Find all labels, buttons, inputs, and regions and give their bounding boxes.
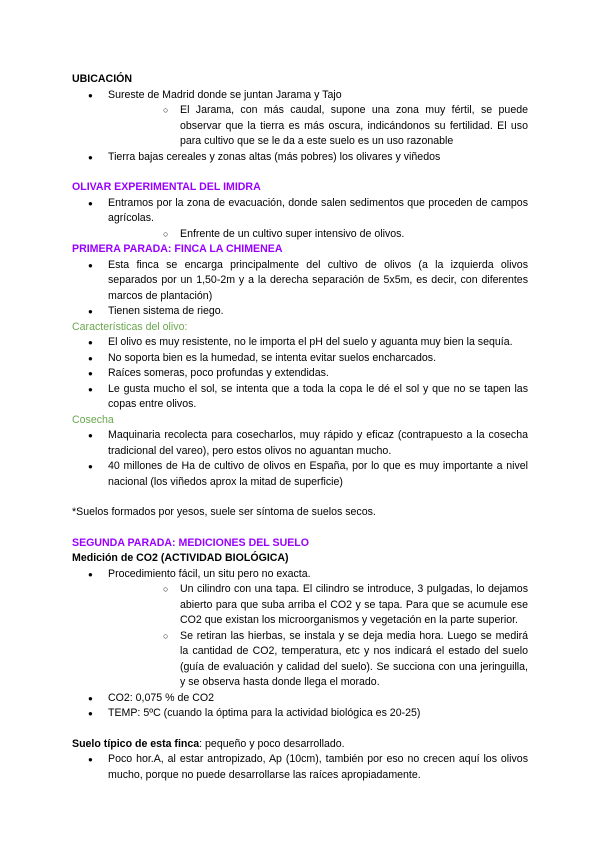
sublist-item: ○ Se retiran las hierbas, se instala y se deja media hora. Luego se medirá la cantidad de CO2, temperatura, etc y nos indicará el estado del suelo (guía de evaluación y calidad del suelo). Se succiona con una jeringuilla, y se observa hasta donde llega el morado.: [108, 629, 528, 691]
list-item-text: Sureste de Madrid donde se juntan Jarama y Tajo: [108, 88, 342, 101]
list-item: ● No soporta bien es la humedad, se intenta evitar suelos encharcados.: [72, 351, 528, 367]
list-item-text: Entramos por la zona de evacuación, donde salen sedimentos que proceden de campos agrícolas.: [108, 196, 528, 224]
list-item: ● Maquinaria recolecta para cosecharlos, muy rápido y eficaz (contrapuesto a la cosecha tradicional del vareo), pero estos olivos no aguantan mucho.: [72, 428, 528, 459]
heading-olivar: OLIVAR EXPERIMENTAL DEL IMIDRA: [72, 181, 261, 193]
sublist: [108, 103, 528, 150]
suelo-paragraph: [72, 737, 528, 753]
list-caracteristicas: [72, 335, 528, 413]
suelo-text: : pequeño y poco desarrollado.: [199, 737, 345, 750]
list-item: ● El olivo es muy resistente, no le importa el pH del suelo y aguanta muy bien la sequía.: [72, 335, 528, 351]
list-item: ● Le gusta mucho el sol, se intenta que a toda la copa le dé el sol y que no se tapen las copas entre olivos.: [72, 382, 528, 413]
list-segunda: [72, 567, 528, 722]
list-item: ● Tienen sistema de riego.: [72, 304, 528, 320]
list-item: [72, 196, 528, 243]
list-item: ● 40 millones de Ha de cultivo de olivos en España, por lo que es muy importante a nivel nacional (los viñedos aprox la mitad de superficie): [72, 459, 528, 490]
note-yesos: *Suelos formados por yesos, suele ser síntoma de suelos secos.: [72, 506, 376, 518]
sublist: [108, 582, 528, 691]
list-item: ● CO2: 0,075 % de CO2: [72, 691, 528, 707]
sublist-item: ○ Un cilindro con una tapa. El cilindro se introduce, 3 pulgadas, lo dejamos abierto para que suba arriba el CO2 y se tapa. Para que se acumule ese CO2 que existan los microorganismos y vegetación en la parte superior.: [108, 582, 528, 629]
list-item: ● TEMP: 5ºC (cuando la óptima para la actividad biológica es 20-25): [72, 706, 528, 722]
list-olivar: [72, 196, 528, 243]
list-item-text: Procedimiento fácil, un situ pero no exacta.: [108, 567, 311, 580]
heading-segunda-parada: SEGUNDA PARADA: MEDICIONES DEL SUELO: [72, 536, 310, 549]
list-cosecha: [72, 428, 528, 490]
heading-caracteristicas: Características del olivo:: [72, 320, 188, 333]
list-item: ● Poco hor.A, al estar antropizado, Ap (10cm), también por eso no crecen aquí los olivos mucho, porque no puede desarrollarse las raíces apropiadamente.: [72, 752, 528, 783]
list-primera: [72, 258, 528, 320]
list-item: ● Raíces someras, poco profundas y extendidas.: [72, 366, 528, 382]
sublist: [108, 227, 528, 243]
sublist-item: ○ El Jarama, con más caudal, supone una zona muy fértil, se puede observar que la tierra es más oscura, indicándonos su fertilidad. El uso para cultivo que se le da a este suelo es un uso razonable: [108, 103, 528, 150]
list-item: ● Tierra bajas cereales y zonas altas (más pobres) los olivares y viñedos: [72, 150, 528, 166]
list-item: [72, 88, 528, 150]
heading-cosecha: Cosecha: [72, 413, 114, 426]
list-item: [72, 567, 528, 691]
sublist-item: ○ Enfrente de un cultivo super intensivo de olivos.: [108, 227, 528, 243]
heading-primera-parada: PRIMERA PARADA: FINCA LA CHIMENEA: [72, 243, 283, 255]
document-content: [72, 72, 528, 783]
list-suelo: [72, 752, 528, 783]
list-ubicacion: [72, 88, 528, 166]
heading-ubicacion: UBICACIÓN: [72, 73, 133, 85]
list-item: ● Esta finca se encarga principalmente del cultivo de olivos (a la izquierda olivos separados por un 1,50-2m y a la derecha separación de 5x5m, es decir, con diferentes marcos de plantación): [72, 258, 528, 305]
suelo-label: Suelo típico de esta finca: [72, 737, 200, 750]
subheading-co2: Medición de CO2 (ACTIVIDAD BIOLÓGICA): [72, 552, 289, 564]
